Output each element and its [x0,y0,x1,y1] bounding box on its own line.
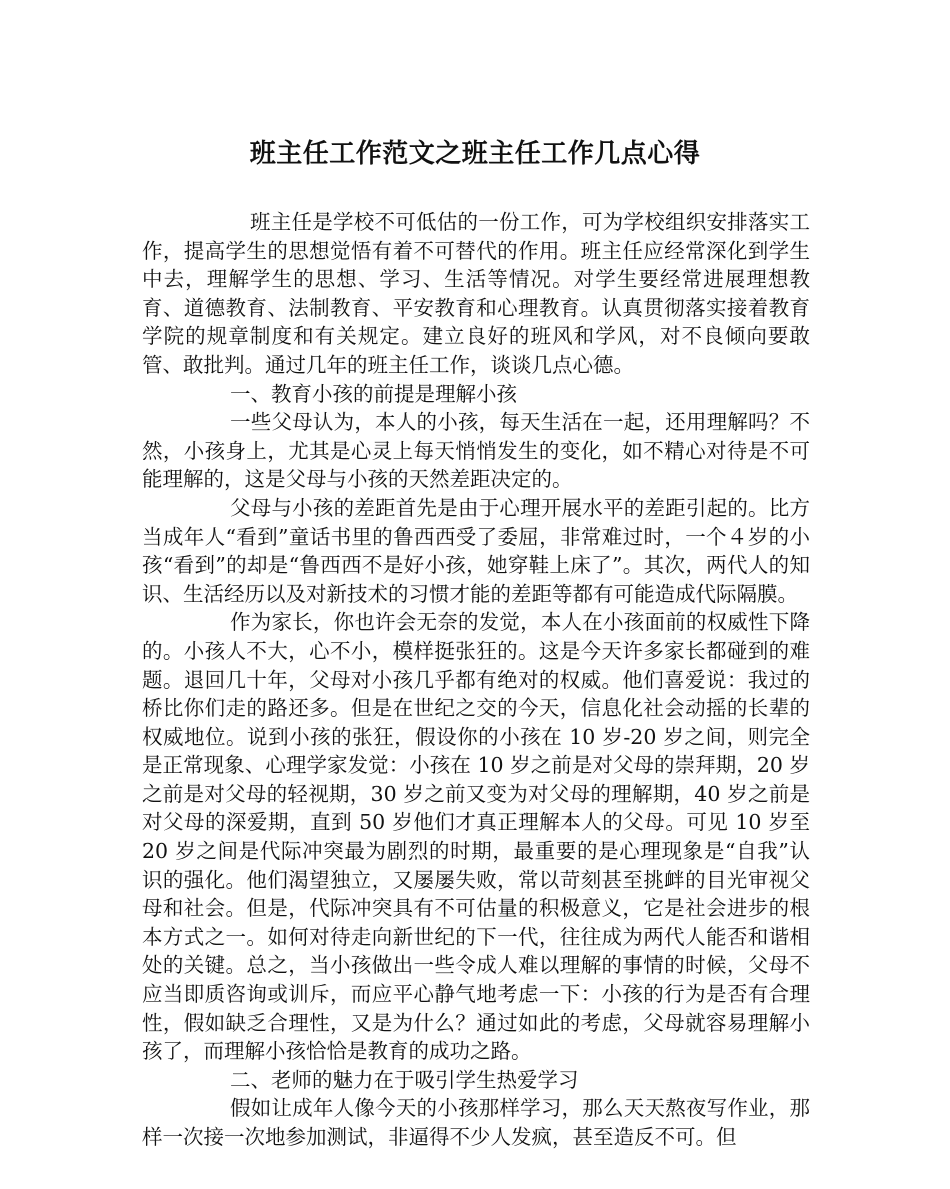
intro-paragraph: 班主任是学校不可低估的一份工作，可为学校组织安排落实工作，提高学生的思想觉悟有着不可替代的作用。班主任应经常深化到学生中去，理解学生的思想、学习、生活等情况。对学生要经常进展理想教育、道德教育、法制教育、平安教育和心理教育。认真贯彻落实接着教育学院的规章制度和有关规定。建立良好的班风和学风，对不良倾向要敢管、敢批判。通过几年的班主任工作，谈谈几点心德。 [142,210,810,377]
document-title: 班主任工作范文之班主任工作几点心得 [249,139,701,169]
body-paragraph: 父母与小孩的差距首先是由于心理开展水平的差距引起的。比方当成年人“看到”童话书里的鲁西西受了委屈，非常难过时，一个４岁的小孩“看到”的却是“鲁西西不是好小孩，她穿鞋上床了”。其次，两代人的知识、生活经历以及对新技术的习惯才能的差距等都有可能造成代际隔膜。 [142,495,810,606]
document-body [142,208,810,1152]
body-paragraph: 一些父母认为，本人的小孩，每天生活在一起，还用理解吗？不然，小孩身上，尤其是心灵上每天悄悄发生的变化，如不精心对待是不可能理解的，这是父母与小孩的天然差距决定的。 [142,410,810,492]
section-heading-1: 一、教育小孩的前提是理解小孩 [230,381,517,406]
body-paragraph: 作为家长，你也许会无奈的发觉，本人在小孩面前的权威性下降的。小孩人不大，心不小，模样挺张狂的。这是今天许多家长都碰到的难题。退回几十年，父母对小孩几乎都有绝对的权威。他们喜爱说：我过的桥比你们走的路还多。但是在世纪之交的今天，信息化社会动摇的长辈的权威地位。说到小孩的张狂，假设你的小孩在 10 岁-20 岁之间，则完全是正常现象、心理学家发觉：小孩在 10 岁之前是对父母的崇拜期，20 岁之前是对父母的轻视期，30 岁之前又变为对父母的理解期，40 岁之前是对父母的深爱期，直到 50 岁他们才真正理解本人的父母。可见 10 岁至 20 岁之间是代际冲突最为剧烈的时期，最重要的是心理现象是“自我”认识的强化。他们渴望独立，又屡屡失败，常以苛刻甚至挑衅的目光审视父母和社会。但是，代际冲突具有不可估量的积极意义，它是社会进步的根本方式之一。如何对待走向新世纪的下一代，往往成为两代人能否和谐相处的关键。总之，当小孩做出一些令成人难以理解的事情的时候，父母不应当即质咨询或训斥，而应平心静气地考虑一下：小孩的行为是否有合理性，假如缺乏合理性，又是为什么？通过如此的考虑，父母就容易理解小孩了，而理解小孩恰恰是教育的成功之路。 [142,610,810,1064]
body-paragraph: 假如让成年人像今天的小孩那样学习，那么天天熬夜写作业，那样一次接一次地参加测试，非逼得不少人发疯，甚至造反不可。但 [142,1096,810,1149]
section-heading-2: 二、老师的魅力在于吸引学生热爱学习 [230,1067,579,1092]
